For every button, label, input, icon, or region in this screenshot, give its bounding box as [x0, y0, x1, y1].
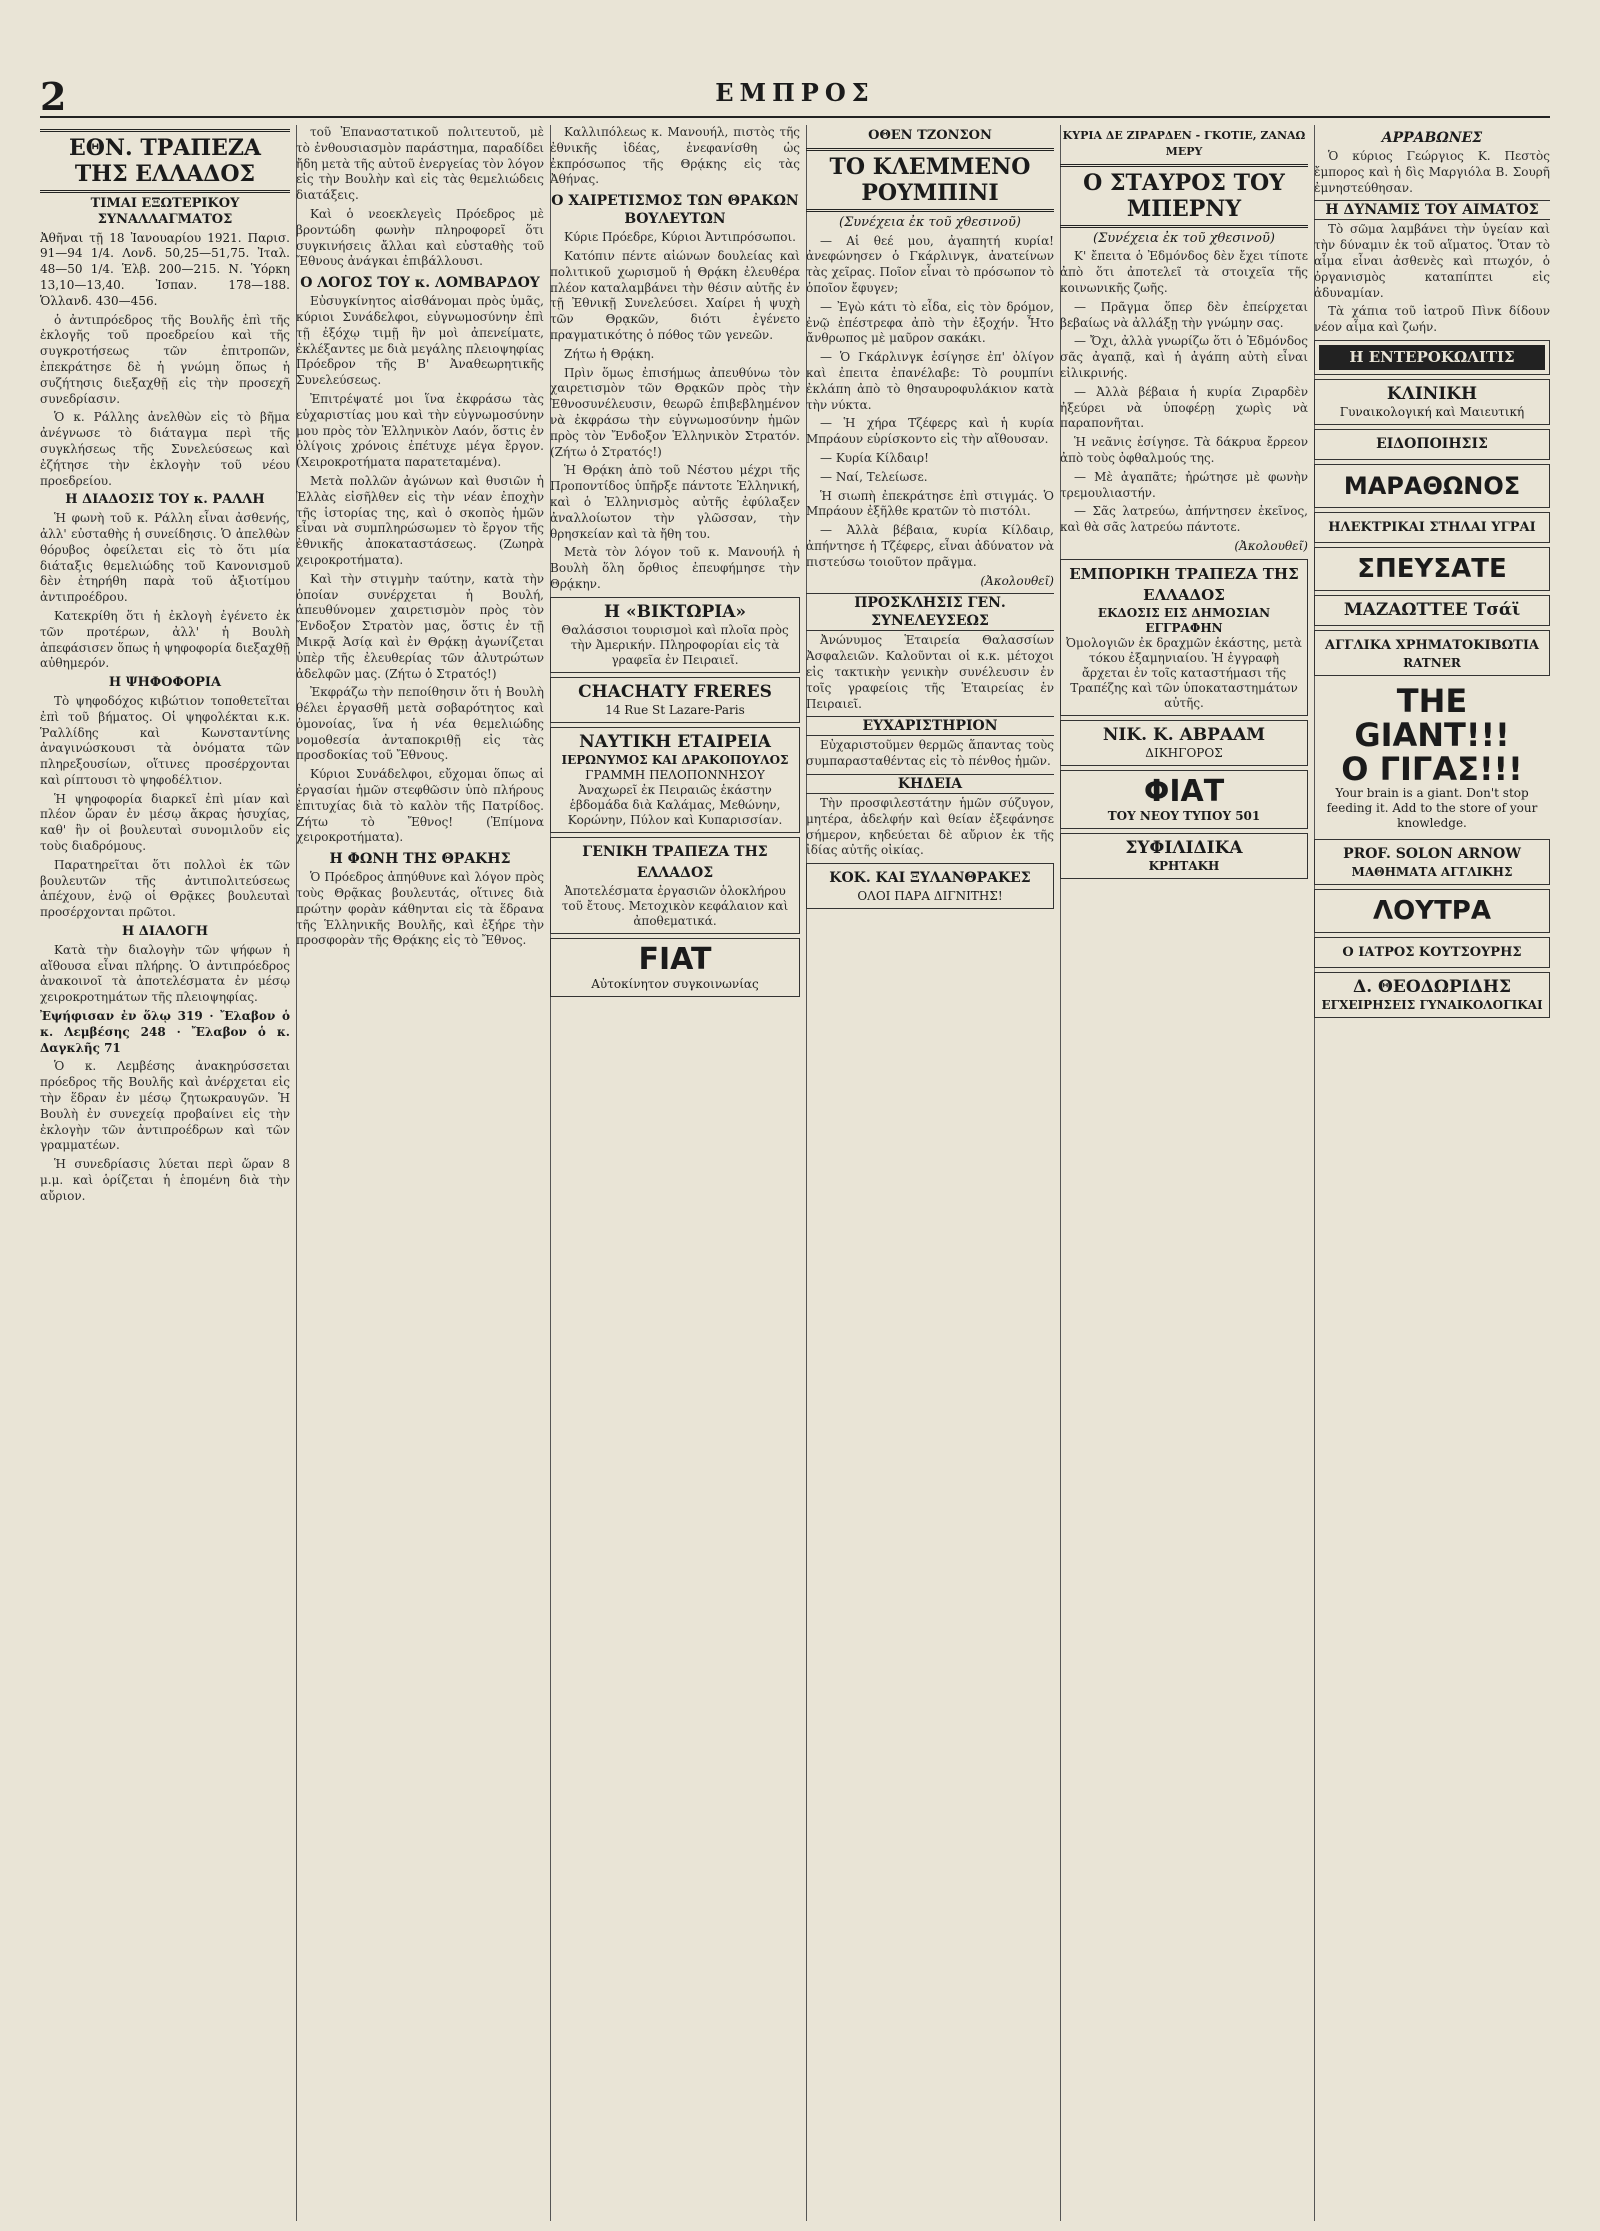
ad-general-bank-title: ΓΕΝΙΚΗ ΤΡΑΠΕΖΑ ΤΗΣ ΕΛΛΑΔΟΣ: [582, 843, 768, 881]
ad-abraam-sub: ΔΙΚΗΓΟΡΟΣ: [1145, 745, 1223, 760]
heading-lombardos-speech: Ο ΛΟΓΟΣ ΤΟΥ κ. ΛΟΜΒΑΡΔΟΥ: [300, 275, 540, 292]
ad-fiat-title: FIAT: [638, 941, 712, 977]
ad-hurry: [1314, 547, 1550, 591]
notice-funeral: ΚΗΔΕΙΑ: [806, 774, 1054, 794]
ad-arnow-sub: ΜΑΘΗΜΑΤΑ ΑΓΓΛΙΚΗΣ: [1351, 864, 1513, 879]
serial2-title: Ο ΣΤΑΥΡΟΣ ΤΟΥ ΜΠΕΡΝΥ: [1060, 164, 1308, 228]
serial-author: ΟΘΕΝ ΤΖΟΝΣΟΝ: [868, 128, 992, 143]
ad-baths: [1314, 889, 1550, 933]
article-text: Ὁ Πρόεδρος ἀπηύθυνε καὶ λόγον πρὸς τοὺς Θρᾷκας βουλευτάς, οἵτινες διὰ πρώτην φορὰν κάθηνται εἰς τὰ ἕδρανα τῆς Ἑλληνικῆς Βουλῆς, καὶ ἐξήρε τὴν προσφορὰν τῆς Θρᾴκης εἰς τὸ Ἔθνος.: [296, 870, 544, 948]
ad-safes: [1314, 630, 1550, 676]
ad-nautical-line: ΓΡΑΜΜΗ ΠΕΛΟΠΟΝΝΗΣΟΥ: [585, 767, 765, 782]
column-3: [550, 125, 807, 2221]
column-6: [1314, 125, 1550, 2221]
article-text: Τὸ σῶμα λαμβάνει τὴν ὑγείαν καὶ τὴν δύναμιν ἐκ τοῦ αἵματος. Ὅταν τὸ αἷμα εἶναι ἀσθενὲς καὶ πτωχόν, ὁ ὀργανισμὸς καταπίπτει εἰς ἀδυναμίαν. Τὰ χάπια τοῦ ἰατροῦ Πὶνκ δίδουν νέον αἷμα καὶ ζωήν.: [1314, 222, 1550, 335]
column-1: [40, 125, 297, 2221]
article-text: τοῦ Ἐπαναστατικοῦ πολιτευτοῦ, μὲ τὸ ἐνθουσιασμὸν παράστημα, παραδίδει ἤδη μετὰ τῆς αὐτοῦ ἐνεργείας τὸν λόγον εἰς τὴν Βουλὴν καὶ εἰς τὰς θεμελιώδεις διατάξεις. Καὶ ὁ νεοεκλεγεὶς Πρόεδρος μὲ βροντώδη φωνὴν πληροφορεῖ ὅτι συγκινήσεις ἄλλαι καὶ εὐσταθὴς τοῦ Ἔθνους ἀνάγκαι ἐπιβάλλουσι.: [296, 125, 544, 269]
ad-baths-title: ΛΟΥΤΡΑ: [1373, 895, 1491, 926]
article-text: Ἡ φωνὴ τοῦ κ. Ράλλη εἶναι ἀσθενής, ἀλλ' εὐσταθὴς ἡ συνείδησις. Ὁ ἀπελθὼν θόρυβος ὀφείλεται εἰς τὸ ὅτι μία διάταξις θεμελιώδης τοῦ Κανονισμοῦ δὲν ἐτηρήθη παρὰ τοῦ ἀξιοτίμου ἀντιπροέδρου. Κατεκρίθη ὅτι ἡ ἐκλογὴ ἐγένετο ἐκ τῶν προτέρων, ἀλλ' ἡ Βουλὴ ἀπεφάσισεν ὅπως ἡ ψηφοφορία διεξαχθῇ αὐθημερόν.: [40, 511, 290, 671]
ad-general-bank-text: Ἀποτελέσματα ἐργασιῶν ὁλοκλήρου τοῦ ἔτους. Μετοχικὸν κεφάλαιον καὶ ἀποθεματικά.: [561, 883, 789, 928]
exchange-rates: Ἀθῆναι τῇ 18 Ἰανουαρίου 1921. Παρισ. 91—94 1/4. Λονδ. 50,25—51,75. Ἰταλ. 48—50 1/4. Ἑλβ. 200—215. Ν. Ὑόρκη 13,10—13,40. Ἰσπαν. 178—188. Ὁλλανδ. 430—456.: [40, 230, 290, 308]
ad-fiat-sub: Αὐτοκίνητον συγκοινωνίας: [591, 976, 759, 991]
ad-commercial-bank-title: ΕΜΠΟΡΙΚΗ ΤΡΑΠΕΖΑ ΤΗΣ ΕΛΛΑΔΟΣ: [1069, 564, 1299, 604]
ad-giant-title: THE GIANT!!!: [1354, 681, 1510, 754]
serial-sign: (Ἀκολουθεῖ): [980, 573, 1054, 588]
ad-chachaty-sub: 14 Rue St Lazare-Paris: [605, 702, 745, 717]
article-text: Κύριε Πρόεδρε, Κύριοι Ἀντιπρόσωποι. Κατόπιν πέντε αἰώνων δουλείας καὶ πολιτικοῦ χωρισμοῦ ἡ Θρᾴκη ἐλευθέρα πλέον καταλαμβάνει τὴν θέσιν αὐτῆς ἐν τῇ Ἐθνικῇ Συνελεύσει. Χαίρει ἡ ψυχὴ τῶν Θρᾳκῶν, διότι ἐγένετο πραγματικότης ὁ πόθος τῶν γενεῶν. Ζήτω ἡ Θρᾴκη. Πρὶν ὅμως ἐπισήμως ἀπευθύνω τὸν χαιρετισμὸν τῶν Θρᾳκῶν πρὸς τὴν Ἐθνοσυνέλευσιν, θεωρῶ ἐπιβεβλημένον νὰ ἐκφράσω τὴν εὐγνωμοσύνην ἡμῶν πρὸς τὸν Ἔνδοξον Ἑλληνικὸν Στρατόν. (Ζήτω ὁ Στρατός!) Ἡ Θρᾴκη ἀπὸ τοῦ Νέστου μέχρι τῆς Προποντίδος ὑπῆρξε πάντοτε Ἑλληνική, καὶ ὁ Ἑλληνισμὸς αὐτῆς ἐφύλαξεν ἀναλλοίωτον τὴν γλῶσσαν, τὴν θρησκείαν καὶ τὰ ἤθη του. Μετὰ τὸν λόγον τοῦ κ. Μανουήλ ἡ Βουλὴ ὅλη ὄρθιος ἐπευφήμησε τὴν Θρᾴκην.: [550, 230, 800, 591]
article-text: Κατὰ τὴν διαλογὴν τῶν ψήφων ἡ αἴθουσα εἶναι πλήρης. Ὁ ἀντιπρόεδρος ἀνακοινοῖ τὰ ἀποτελέσματα ἐν μέσῳ χειροκροτημάτων τῆς πλειοψηφίας.: [40, 942, 290, 1005]
ad-giant-title-greek: Ο ΓΙΓΑΣ!!!: [1341, 749, 1523, 788]
ad-chachaty: [550, 677, 800, 723]
section-ralli: Η ΔΙΑΔΟΣΙΣ ΤΟΥ κ. ΡΑΛΛΗ: [65, 492, 265, 508]
ad-arnow: [1314, 839, 1550, 885]
ad-nautical-company: [550, 727, 800, 833]
notice-text: Τὴν προσφιλεστάτην ἡμῶν σύζυγον, μητέρα, ἀδελφήν καὶ θείαν ἐξεφάνησε σήμερον, κηδεύεται δὲ αὔριον ἐκ τῆς ἰδίας αὐτῆς οἰκίας.: [806, 795, 1054, 858]
page-number: 2: [40, 74, 67, 119]
ad-notice-title: ΕΙΔΟΠΟΙΗΣΙΣ: [1376, 435, 1488, 452]
exchange-rates-title: ΤΙΜΑΙ ΕΞΩΤΕΡΙΚΟΥ ΣΥΝΑΛΛΑΓΜΑΤΟΣ: [90, 196, 240, 227]
ad-nautical-text: Ἀναχωρεῖ ἐκ Πειραιῶς ἑκάστην ἑβδομάδα διὰ Καλάμας, Μεθώνην, Κορώνην, Πύλον καὶ Κυπαρισσίαν.: [567, 782, 783, 827]
ad-fiat-501-sub: ΤΟΥ ΝΕΟΥ ΤΥΠΟΥ 501: [1107, 808, 1261, 823]
column-4: [806, 125, 1061, 2221]
notice-general-assembly: ΠΡΟΣΚΛΗΣΙΣ ΓΕΝ. ΣΥΝΕΛΕΥΣΕΩΣ: [806, 593, 1054, 631]
ad-giant: [1314, 680, 1550, 835]
serial-title: ΤΟ ΚΛΕΜΜΕΝΟ ΡΟΥΜΠΙΝΙ: [806, 148, 1054, 212]
article-text: Εὐσυγκίνητος αἰσθάνομαι πρὸς ὑμᾶς, κύριοι Συνάδελφοι, εὐγνωμοσύνην ἐπὶ τῇ ἐξόχῳ τιμῇ ἣν μοὶ ἀπενείματε, ἐκλέξαντες με διὰ μεγάλης πλειοψηφίας Πρόεδρον τῆς Β' Ἀναθεωρητικῆς Συνελεύσεως. Ἐπιτρέψατέ μοι ἵνα ἐκφράσω τὰς εὐχαριστίας μου καὶ τὴν εὐγνωμοσύνην μου πρὸς τὸν Ἑλληνικὸν Λαόν, ὅστις ἐν ὀλίγοις χρόνοις ἐπέτυχε μέγα ἔργον. (Χειροκροτήματα παρατεταμένα). Μετὰ πολλῶν ἀγώνων καὶ θυσιῶν ἡ Ἑλλὰς εἰσῆλθεν εἰς τὴν νέαν ἐποχὴν τῆς ἱστορίας της, καὶ ὁ σκοπὸς ἡμῶν εἶναι νὰ συμπληρώσωμεν τὸ ἔργον τῆς ἐθνικῆς ἀποκαταστάσεως. (Ζωηρὰ χειροκροτήματα). Καὶ τὴν στιγμὴν ταύτην, κατὰ τὴν ὁποίαν συνέρχεται ἡ Βουλή, ἀπευθύνομεν χαιρετισμὸν πρὸς τὸν Ἔνδοξον Στρατὸν μας, ὅστις ἐν τῇ Μικρᾷ Ἀσίᾳ καὶ ἐν Θρᾴκῃ ἀγωνίζεται ὑπὲρ τῆς ἐλευθερίας τῶν ἀλυτρώτων ἀδελφῶν μας. (Ζήτω ὁ Στρατός!) Ἐκφράζω τὴν πεποίθησιν ὅτι ἡ Βουλὴ θέλει ἐργασθῆ μετὰ σοβαρότητος καὶ ὁμονοίας, ἵνα ἡ νέα θεμελιώδης νομοθεσία ἀνταποκριθῇ εἰς τὰς προσδοκίας τοῦ Ἔθνους. Κύριοι Συνάδελφοι, εὔχομαι ὅπως αἱ ἐργασίαι ἡμῶν στεφθῶσιν ὑπὸ πλήρους ἐπιτυχίας διὰ τὸ καλὸν τῆς Πατρίδος. Ζήτω τὸ Ἔθνος! (Ἐπίμονα χειροκροτήματα).: [296, 294, 544, 845]
ad-chachaty-title: CHACHATY FRERES: [578, 681, 772, 702]
notice-text: Εὐχαριστοῦμεν θερμῶς ἅπαντας τοὺς συμπαρασταθέντας εἰς τὸ πένθος ἡμῶν.: [806, 738, 1054, 769]
ad-commercial-bank: [1060, 559, 1308, 716]
ad-koutsouris: [1314, 937, 1550, 968]
columns: [40, 125, 1550, 2225]
heading-engagements: ΑΡΡΑΒΩΝΕΣ: [1381, 130, 1483, 146]
heading-voice-of-thrace: Η ΦΩΝΗ ΤΗΣ ΘΡΑΚΗΣ: [329, 851, 511, 868]
masthead-title: ΕΜΠΡΟΣ: [715, 78, 875, 107]
ad-syphilis-sub: ΚΡΗΤΑΚΗ: [1148, 858, 1220, 873]
ad-fiat-501: [1060, 770, 1308, 829]
ad-abraam-title: ΝΙΚ. Κ. ΑΒΡΑΑΜ: [1102, 724, 1266, 745]
heading-national-bank: ΕΘΝ. ΤΡΑΠΕΖΑ ΤΗΣ ΕΛΛΑΔΟΣ: [40, 129, 290, 193]
ad-fiat-501-title: ΦΙΑΤ: [1143, 773, 1225, 809]
ad-syphilis-title: ΣΥΦΙΛΙΔΙΚΑ: [1125, 837, 1243, 858]
ad-clinic-title: ΚΛΙΝΙΚΗ: [1386, 383, 1478, 404]
article-text: ὁ ἀντιπρόεδρος τῆς Βουλῆς ἐπὶ τῆς ἐκλογῆς τοῦ προεδρείου καὶ τῆς συγκροτήσεως τῶν ἐπιτροπῶν, ἐπεκράτησε δὲ ἡ γνώμη ὅπως ἡ συζήτησις διεξαχθῇ εἰς τὴν προσεχῆ συνεδρίασιν. Ὁ κ. Ράλλης ἀνελθὼν εἰς τὸ βῆμα ἀνέγνωσε τὸ διάταγμα περὶ τῆς συγκλήσεως τῆς Συνελεύσεως καὶ ἐζήτησε τὴν ἐκλογὴν τοῦ νέου προεδρείου.: [40, 312, 290, 488]
vote-results: Ἐψήφισαν ἐν ὅλῳ 319 · Ἔλαβον ὁ κ. Λεμβέσης 248 · Ἔλαβον ὁ κ. Δαγκλῆς 71: [40, 1009, 290, 1055]
column-2: [296, 125, 551, 2221]
section-count: Η ΔΙΑΛΟΓΗ: [122, 924, 208, 940]
ad-syphilis: [1060, 833, 1308, 879]
serial2-sign: (Ἀκολουθεῖ): [1234, 538, 1308, 553]
ad-enterocolitis: [1314, 340, 1550, 375]
ad-coke: [806, 863, 1054, 909]
ad-nautical-sub: ΙΕΡΩΝΥΜΟΣ ΚΑΙ ΔΡΑΚΟΠΟΥΛΟΣ: [561, 752, 789, 767]
ad-theodoridis-sub: ΕΓΧΕΙΡΗΣΕΙΣ ΓΥΝΑΙΚΟΛΟΓΙΚΑΙ: [1321, 997, 1543, 1012]
ad-fiat: [550, 938, 800, 997]
section-vote: Η ΨΗΦΟΦΟΡΙΑ: [108, 675, 222, 691]
ad-arnow-title: PROF. SOLON ARNOW: [1343, 845, 1521, 862]
serial-continued: (Συνέχεια ἐκ τοῦ χθεσινοῦ): [839, 214, 1021, 230]
serial2-continued: (Συνέχεια ἐκ τοῦ χθεσινοῦ): [1093, 230, 1275, 246]
ad-abraam: [1060, 720, 1308, 766]
ad-electric-cells: [1314, 512, 1550, 543]
ad-commercial-bank-sub: ΕΚΔΟΣΙΣ ΕΙΣ ΔΗΜΟΣΙΑΝ ΕΓΓΡΑΦΗΝ: [1097, 605, 1271, 635]
ad-notice: [1314, 429, 1550, 460]
ad-clinic-sub: Γυναικολογική καὶ Μαιευτική: [1339, 404, 1525, 419]
ad-theodoridis: [1314, 972, 1550, 1018]
ad-viktoria: [550, 597, 800, 673]
ad-enterocolitis-title: Η ΕΝΤΕΡΟΚΩΛΙΤΙΣ: [1319, 345, 1545, 370]
article-text: Καλλιπόλεως κ. Μανουήλ, πιστὸς τῆς ἐθνικῆς ἰδέας, ἐνεφανίσθη ὡς ἐκπρόσωπος τῆς Θρᾴκης εἰς τὰς Ἀθήνας.: [550, 125, 800, 187]
ad-coke-sub: ΟΛΟΙ ΠΑΡΑ ΔΙΓΝΙΤΗΣ!: [857, 889, 1003, 904]
ad-koutsouris-title: Ο ΙΑΤΡΟΣ ΚΟΥΤΣΟΥΡΗΣ: [1342, 944, 1522, 960]
article-text: Ὁ κ. Λεμβέσης ἀνακηρύσσεται πρόεδρος τῆς Βουλῆς καὶ ἀνέρχεται εἰς τὴν ἕδραν ἐν μέσῳ ζητωκραυγῶν. Ἡ Βουλὴ ἐν συνεχείᾳ προβαίνει εἰς τὴν ἐκλογὴν τῶν ἀντιπροέδρων καὶ τῶν γραμματέων. Ἡ συνεδρίασις λύεται περὶ ὥραν 8 μ.μ. καὶ ὁρίζεται ἡ ἑπομένη διὰ τὴν αὔριον.: [40, 1059, 290, 1203]
ad-giant-sub: Your brain is a giant. Don't stop feeding it. Add to the store of your knowledge.: [1326, 785, 1538, 830]
serial2-author: ΚΥΡΙΑ ΔΕ ΖΙΡΑΡΔΕΝ - ΓΚΟΤΙΕ, ΖΑΝΑΩ ΜΕΡΥ: [1062, 129, 1306, 158]
ad-electric-cells-title: ΗΛΕΚΤΡΙΚΑΙ ΣΤΗΛΑΙ ΥΓΡΑΙ: [1328, 519, 1536, 535]
article-text: Κ' ἔπειτα ὁ Ἐδμόνδος δὲν ἔχει τίποτε ἀπὸ ὅτι ἀποτελεῖ τὰ στοιχεῖα τῆς κοινωνικῆς ζωῆς. — Πρᾶγμα ὅπερ δὲν ἐπείρχεται βεβαίως νὰ ἀλλάξῃ τὴν γνώμην σας. — Ὄχι, ἀλλὰ γνωρίζω ὅτι ὁ Ἐδμόνδος σᾶς ἀγαπᾷ, καὶ ἡ ἀγάπη αὐτὴ εἶναι εἰλικρινής. — Ἀλλὰ βέβαια ἡ κυρία Ζιραρδὲν ἠξεύρει νὰ ὑποφέρῃ χωρὶς νὰ παραπονῆται. Ἡ νεᾶνις ἐσίγησε. Τὰ δάκρυα ἔρρεον ἀπὸ τοὺς ὀφθαλμούς της. — Μὲ ἀγαπᾶτε; ἠρώτησε μὲ φωνὴν τρεμουλιαστήν. — Σᾶς λατρεύω, ἀπήντησεν ἐκεῖνος, καὶ θὰ σᾶς λατρεύω πάντοτε.: [1060, 249, 1308, 535]
ad-theodoridis-title: Δ. ΘΕΟΔΩΡΙΔΗΣ: [1353, 976, 1511, 997]
masthead: [40, 74, 1550, 118]
ad-tea-title: ΜΑΖΑΩΤΤΕΕ Τσάϊ: [1343, 599, 1521, 620]
heading-thracian-greeting: Ο ΧΑΙΡΕΤΙΣΜΟΣ ΤΩΝ ΘΡΑΚΩΝ ΒΟΥΛΕΥΤΩΝ: [551, 193, 799, 228]
ad-marathonos: [1314, 464, 1550, 508]
ad-viktoria-text: Θαλάσσιοι τουρισμοὶ καὶ πλοῖα πρὸς τὴν Ἀμερικήν. Πληροφορίαι εἰς τὰ γραφεῖα ἐν Πειραιεῖ.: [561, 622, 789, 667]
column-5: [1060, 125, 1315, 2221]
ad-commercial-bank-text: Ὀμολογιῶν ἐκ δραχμῶν ἑκάστης, μετὰ τόκου ἐξαμηνιαίου. Ἡ ἐγγραφὴ ἄρχεται ἐν τοῖς καταστήμασι τῆς Τραπέζης καὶ τῶν ὑποκαταστημάτων αὐτῆς.: [1066, 635, 1302, 710]
ad-hurry-title: ΣΠΕΥΣΑΤΕ: [1357, 553, 1507, 584]
ad-viktoria-title: Η «ΒΙΚΤΩΡΙΑ»: [603, 601, 747, 622]
ad-coke-title: ΚΟΚ. ΚΑΙ ΞΥΛΑΝΘΡΑΚΕΣ: [829, 870, 1031, 887]
ad-general-bank: [550, 837, 800, 934]
article-text: Ὁ κύριος Γεώργιος Κ. Πεστὸς ἔμπορος καὶ ἡ δὶς Μαργιόλα Β. Σουρῆ ἐμνηστεύθησαν.: [1314, 149, 1550, 195]
ad-nautical-title: ΝΑΥΤΙΚΗ ΕΤΑΙΡΕΙΑ: [579, 731, 771, 752]
ad-marathonos-title: ΜΑΡΑΘΩΝΟΣ: [1343, 471, 1521, 500]
notice-thanks: ΕΥΧΑΡΙΣΤΗΡΙΟΝ: [806, 716, 1054, 736]
ad-safes-sub: RATNER: [1403, 655, 1461, 670]
article-text: Τὸ ψηφοδόχος κιβώτιον τοποθετεῖται ἐπὶ τοῦ βήματος. Οἱ ψηφολέκται κ.κ. Ῥαλλίδης καὶ Κωνσταντίνης ἀναγινώσκουσι τὰ ὀνόματα τῶν πληρεξουσίων, οἵτινες προσέρχονται καὶ ρίπτουσι τὸ ψηφοδέλτιον. Ἡ ψηφοφορία διαρκεῖ ἐπὶ μίαν καὶ πλέον ὥραν ἐν μέσῳ ἄκρας ἡσυχίας, καθ' ἣν οἱ βουλευταὶ συνομιλοῦν εἰς τοὺς διαδρόμους. Παρατηρεῖται ὅτι πολλοὶ ἐκ τῶν βουλευτῶν τῆς ἀντιπολιτεύσεως ἀπέχουν, ἐνῷ οἱ Θρᾷκες βουλευταὶ προσέρχονται πρῶτοι.: [40, 693, 290, 920]
heading-blood-power: Η ΔΥΝΑΜΙΣ ΤΟΥ ΑΙΜΑΤΟΣ: [1314, 200, 1550, 220]
ad-safes-title: ΑΓΓΛΙΚΑ ΧΡΗΜΑΤΟΚΙΒΩΤΙΑ: [1324, 637, 1540, 653]
ad-clinic: [1314, 379, 1550, 425]
notice-text: Ἀνώνυμος Ἑταιρεία Θαλασσίων Ἀσφαλειῶν. Καλοῦνται οἱ κ.κ. μέτοχοι εἰς τακτικὴν γενικὴν συνέλευσιν ἐν τοῖς γραφείοις τῆς Ἑταιρείας ἐν Πειραιεῖ.: [806, 633, 1054, 711]
ad-tea: [1314, 595, 1550, 626]
article-text: — Αἱ θεέ μου, ἀγαπητή κυρία! ἀνεφώνησεν ὁ Γκάρλινγκ, ἀνατείνων τὰς χεῖρας. Ποῖον εἶναι τὸ πρόσωπον τὸ ὁποῖον ἔφυγεν; — Ἐγὼ κάτι τὸ εἶδα, εἰς τὸν δρόμον, ἐνῷ ἐπέστρεφα ἀπὸ τὴν ἐξοχήν. Ἦτο ἄνθρωπος μὲ μαῦρον σακάκι. — Ὁ Γκάρλινγκ ἐσίγησε ἐπ' ὀλίγον καὶ ἐπειτα ἐπανέλαβε: Τὸ ρουμπίνι ἐκλάπη ἀπὸ τὸ θησαυροφυλάκιον κατὰ τὴν νύκτα. — Ἡ χήρα Τζέφερς καὶ ἡ κυρία Μπράουν εὑρίσκοντο εἰς τὴν αἴθουσαν. — Κυρία Κίλδαιρ! — Ναί, Τελείωσε. Ἡ σιωπὴ ἐπεκράτησε ἐπὶ στιγμάς. Ὁ Μπράουν ἐξῆλθε κρατῶν τὸ πιστόλι. — Ἀλλὰ βέβαια, κυρία Κίλδαιρ, ἀπήντησε ἡ Τζέφερς, εἶναι ἀδύνατον νὰ πιστεύσω τοιοῦτον πρᾶγμα.: [806, 233, 1054, 569]
